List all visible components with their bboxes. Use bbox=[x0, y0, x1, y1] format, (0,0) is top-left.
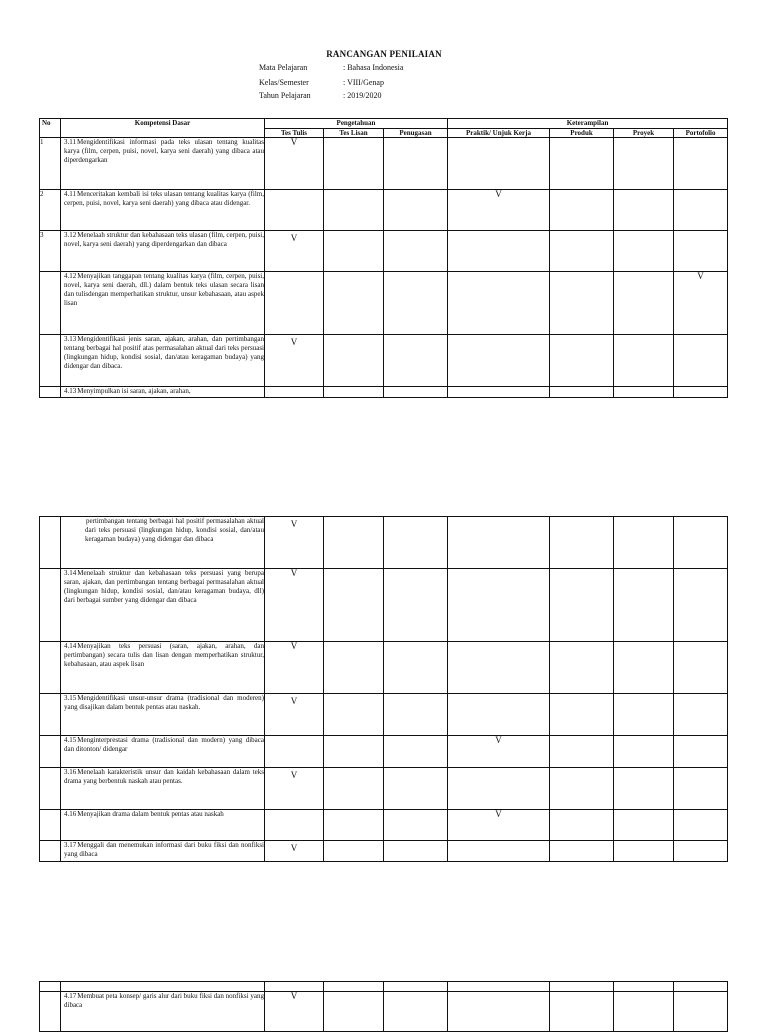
competency-cell bbox=[61, 517, 265, 569]
competency-cell bbox=[61, 231, 265, 272]
assessment-cell bbox=[324, 642, 384, 694]
assessment-cell bbox=[674, 768, 728, 810]
assessment-cell bbox=[324, 231, 384, 272]
assessment-check-mark: V bbox=[448, 190, 550, 231]
empty-cell bbox=[40, 982, 61, 992]
assessment-cell bbox=[324, 768, 384, 810]
competency-code: 4.17 bbox=[64, 992, 77, 1000]
assessment-table-page-1 bbox=[39, 118, 728, 398]
assessment-cell bbox=[614, 992, 674, 1032]
header-portofolio: Portofolio bbox=[674, 129, 728, 138]
assessment-cell bbox=[448, 138, 550, 190]
assessment-cell bbox=[384, 810, 448, 841]
table-row bbox=[40, 810, 728, 841]
assessment-cell bbox=[324, 190, 384, 231]
competency-code: 3.11 bbox=[64, 138, 76, 146]
assessment-cell bbox=[384, 569, 448, 642]
competency-cell bbox=[61, 335, 265, 387]
assessment-cell bbox=[674, 992, 728, 1032]
competency-cell bbox=[61, 694, 265, 736]
table-row bbox=[40, 992, 728, 1032]
assessment-cell bbox=[324, 387, 384, 398]
competency-code: 3.15 bbox=[64, 694, 77, 702]
competency-code: 3.17 bbox=[64, 841, 77, 849]
row-number bbox=[40, 992, 61, 1032]
assessment-cell bbox=[614, 138, 674, 190]
competency-cell bbox=[61, 736, 265, 768]
table-row bbox=[40, 387, 728, 398]
assessment-cell bbox=[674, 387, 728, 398]
row-number bbox=[40, 569, 61, 642]
row-number: 2 bbox=[40, 190, 61, 231]
header-pengetahuan: Pengetahuan bbox=[265, 119, 448, 129]
assessment-cell bbox=[550, 517, 614, 569]
table-row bbox=[40, 517, 728, 569]
assessment-cell bbox=[614, 768, 674, 810]
assessment-cell bbox=[448, 768, 550, 810]
header-penugasan: Penugasan bbox=[384, 129, 448, 138]
row-number bbox=[40, 642, 61, 694]
assessment-cell bbox=[674, 335, 728, 387]
competency-cell bbox=[61, 569, 265, 642]
assessment-cell bbox=[674, 810, 728, 841]
empty-cell bbox=[614, 982, 674, 992]
assessment-cell bbox=[384, 272, 448, 335]
meta-subject-value: : Bahasa Indonesia bbox=[343, 63, 404, 72]
assessment-cell bbox=[674, 517, 728, 569]
assessment-cell bbox=[674, 190, 728, 231]
table-row bbox=[40, 768, 728, 810]
assessment-cell bbox=[550, 810, 614, 841]
competency-code: 3.13 bbox=[64, 335, 77, 343]
assessment-cell bbox=[324, 810, 384, 841]
assessment-cell bbox=[550, 335, 614, 387]
competency-code: 4.12 bbox=[64, 272, 77, 280]
assessment-cell bbox=[614, 272, 674, 335]
row-number bbox=[40, 272, 61, 335]
assessment-cell bbox=[324, 138, 384, 190]
empty-cell bbox=[550, 982, 614, 992]
assessment-check-mark: V bbox=[265, 642, 324, 694]
assessment-cell bbox=[614, 517, 674, 569]
meta-subject-key: Mata Pelajaran bbox=[259, 63, 308, 72]
assessment-table-page-2 bbox=[39, 516, 728, 862]
assessment-cell bbox=[614, 387, 674, 398]
competency-code: 4.13 bbox=[64, 387, 77, 395]
assessment-cell bbox=[614, 694, 674, 736]
row-number: 3 bbox=[40, 231, 61, 272]
empty-cell bbox=[384, 982, 448, 992]
empty-cell bbox=[265, 982, 324, 992]
empty-cell bbox=[448, 982, 550, 992]
assessment-check-mark: V bbox=[448, 810, 550, 841]
competency-text: Mengidentifikasi informasi pada teks ulasan tentang kualitas karya (film, cerpen, puisi, novel, karya seni daerah) yang dibaca atau diperdengarkan bbox=[64, 138, 264, 164]
assessment-check-mark: V bbox=[265, 517, 324, 569]
assessment-cell bbox=[550, 841, 614, 862]
row-number bbox=[40, 810, 61, 841]
assessment-cell bbox=[265, 387, 324, 398]
assessment-cell bbox=[550, 736, 614, 768]
header-praktik: Praktik/ Unjuk Kerja bbox=[448, 129, 550, 138]
assessment-cell bbox=[448, 231, 550, 272]
header-tes-tulis: Tes Tulis bbox=[265, 129, 324, 138]
competency-code: 4.14 bbox=[64, 642, 77, 650]
header-keterampilan: Keterampilan bbox=[448, 119, 728, 129]
assessment-cell bbox=[265, 272, 324, 335]
table-row bbox=[40, 569, 728, 642]
table-row bbox=[40, 272, 728, 335]
competency-text: Menggali dan menemukan informasi dari buku fiksi dan nonfiksi yang dibaca bbox=[64, 841, 264, 858]
assessment-cell bbox=[448, 517, 550, 569]
assessment-check-mark: V bbox=[265, 335, 324, 387]
assessment-cell bbox=[384, 736, 448, 768]
assessment-cell bbox=[384, 190, 448, 231]
table-row bbox=[40, 642, 728, 694]
competency-text: Menelaah karakteristik unsur dan kaidah kebahasaan dalam teks drama yang berbentuk naskah atau pentas. bbox=[64, 768, 264, 785]
competency-cell bbox=[61, 768, 265, 810]
row-number: 1 bbox=[40, 138, 61, 190]
competency-text: Menceritakan kembali isi teks ulasan tentang kualitas karya (film, cerpen, puisi, novel, karya seni daerah) yang dibaca atau didengar. bbox=[64, 190, 264, 207]
row-number bbox=[40, 694, 61, 736]
table-row bbox=[40, 982, 728, 992]
assessment-check-mark: V bbox=[265, 841, 324, 862]
assessment-cell bbox=[324, 841, 384, 862]
competency-code: 4.11 bbox=[64, 190, 76, 198]
competency-text: Membuat peta konsep/ garis alur dari buku fiksi dan nonfiksi yang dibaca bbox=[64, 992, 264, 1009]
assessment-check-mark: V bbox=[674, 272, 728, 335]
assessment-cell bbox=[550, 190, 614, 231]
assessment-cell bbox=[384, 138, 448, 190]
competency-cell bbox=[61, 810, 265, 841]
assessment-cell bbox=[674, 736, 728, 768]
competency-text: Menyajikan teks persuasi (saran, ajakan, arahan, dan pertimbangan) secara tulis dan lisan dengan memperhatikan struktur, kebahasaan, atau aspek lisan bbox=[64, 642, 264, 668]
competency-cell bbox=[61, 642, 265, 694]
assessment-cell bbox=[384, 335, 448, 387]
assessment-cell bbox=[384, 642, 448, 694]
assessment-cell bbox=[384, 387, 448, 398]
row-number bbox=[40, 736, 61, 768]
competency-code: 4.16 bbox=[64, 810, 77, 818]
assessment-cell bbox=[448, 841, 550, 862]
meta-class-key: Kelas/Semester bbox=[259, 78, 309, 87]
meta-class-value: : VIII/Genap bbox=[343, 78, 384, 87]
assessment-check-mark: V bbox=[265, 992, 324, 1032]
row-number bbox=[40, 517, 61, 569]
competency-cell bbox=[61, 138, 265, 190]
table-row bbox=[40, 694, 728, 736]
assessment-cell bbox=[550, 768, 614, 810]
competency-text: Menelaah struktur dan kebahasaan teks persuasi yang berupa saran, ajakan, dan pertimbangan tentang berbagai permasalahan aktual (lingkungan hidup, kondisi sosial, dan/atau keragaman budaya, dll) dari berbagai sumber yang didengar dan dibaca bbox=[64, 569, 264, 604]
assessment-check-mark: V bbox=[265, 694, 324, 736]
table-row bbox=[40, 841, 728, 862]
competency-cell bbox=[61, 387, 265, 398]
competency-text: Mengidentifikasi unsur-unsur drama (tradisional dan moderen) yang disajikan dalam bentuk pentas atau naskah. bbox=[64, 694, 264, 711]
empty-cell bbox=[61, 982, 265, 992]
competency-text: Menyajikan drama dalam bentuk pentas atau naskah bbox=[77, 810, 224, 818]
assessment-cell bbox=[674, 138, 728, 190]
meta-subject bbox=[259, 63, 403, 73]
meta-class bbox=[259, 78, 384, 88]
assessment-cell bbox=[614, 642, 674, 694]
empty-cell bbox=[674, 982, 728, 992]
assessment-cell bbox=[324, 335, 384, 387]
assessment-cell bbox=[384, 768, 448, 810]
assessment-cell bbox=[265, 736, 324, 768]
assessment-cell bbox=[448, 569, 550, 642]
meta-year bbox=[259, 91, 381, 101]
assessment-cell bbox=[674, 569, 728, 642]
header-produk: Produk bbox=[550, 129, 614, 138]
header-kompetensi-dasar: Kompetensi Dasar bbox=[61, 119, 265, 138]
table-row bbox=[40, 190, 728, 231]
assessment-cell bbox=[384, 694, 448, 736]
assessment-cell bbox=[324, 569, 384, 642]
assessment-cell bbox=[614, 841, 674, 862]
competency-code: 3.14 bbox=[64, 569, 77, 577]
empty-cell bbox=[324, 982, 384, 992]
assessment-cell bbox=[265, 810, 324, 841]
assessment-check-mark: V bbox=[448, 736, 550, 768]
header-no: No bbox=[40, 119, 61, 138]
assessment-cell bbox=[674, 231, 728, 272]
assessment-cell bbox=[448, 272, 550, 335]
assessment-cell bbox=[324, 694, 384, 736]
header-proyek: Proyek bbox=[614, 129, 674, 138]
competency-text: Mengidentifikasi jenis saran, ajakan, arahan, dan pertimbangan tentang berbagai hal positif atas permasalahan aktual dari teks persuasi (lingkungan hidup, kondisi sosial, dan/atau keragaman budaya) yang didengar dan dibaca. bbox=[64, 335, 264, 370]
assessment-cell bbox=[448, 694, 550, 736]
assessment-cell bbox=[324, 517, 384, 569]
competency-code: 4.15 bbox=[64, 736, 77, 744]
assessment-cell bbox=[550, 272, 614, 335]
assessment-cell bbox=[265, 190, 324, 231]
assessment-cell bbox=[550, 231, 614, 272]
assessment-cell bbox=[550, 569, 614, 642]
competency-text: Menelaah struktur dan kebahasaan teks ulasan (film, cerpen, puisi, novel, karya seni daerah) yang diperdengarkan dan dibaca bbox=[64, 231, 264, 248]
competency-cell bbox=[61, 190, 265, 231]
assessment-check-mark: V bbox=[265, 569, 324, 642]
row-number bbox=[40, 387, 61, 398]
assessment-cell bbox=[324, 992, 384, 1032]
assessment-cell bbox=[614, 569, 674, 642]
table-row bbox=[40, 231, 728, 272]
assessment-cell bbox=[448, 992, 550, 1032]
assessment-cell bbox=[550, 694, 614, 736]
competency-text: Menyimpulkan isi saran, ajakan, arahan, bbox=[77, 387, 191, 395]
assessment-cell bbox=[550, 992, 614, 1032]
row-number bbox=[40, 335, 61, 387]
assessment-cell bbox=[614, 190, 674, 231]
assessment-cell bbox=[550, 138, 614, 190]
competency-code: 3.16 bbox=[64, 768, 77, 776]
table-row bbox=[40, 335, 728, 387]
assessment-table-page-3 bbox=[39, 981, 728, 1032]
assessment-cell bbox=[384, 841, 448, 862]
assessment-check-mark: V bbox=[265, 768, 324, 810]
assessment-cell bbox=[384, 992, 448, 1032]
row-number bbox=[40, 768, 61, 810]
assessment-cell bbox=[448, 642, 550, 694]
competency-cell bbox=[61, 841, 265, 862]
assessment-cell bbox=[550, 387, 614, 398]
meta-year-key: Tahun Pelajaran bbox=[259, 91, 311, 100]
table-row bbox=[40, 138, 728, 190]
assessment-cell bbox=[614, 231, 674, 272]
header-tes-lisan: Tes Lisan bbox=[324, 129, 384, 138]
assessment-cell bbox=[324, 736, 384, 768]
row-number bbox=[40, 841, 61, 862]
assessment-cell bbox=[384, 231, 448, 272]
assessment-cell bbox=[384, 517, 448, 569]
assessment-cell bbox=[614, 810, 674, 841]
assessment-check-mark: V bbox=[265, 138, 324, 190]
table-row bbox=[40, 736, 728, 768]
competency-code: 3.12 bbox=[64, 231, 77, 239]
assessment-cell bbox=[448, 387, 550, 398]
competency-cell bbox=[61, 992, 265, 1032]
competency-text: Menyajikan tanggapan tentang kualitas karya (film, cerpen, puisi, novel, karya seni daerah, dll.) dalam bentuk teks ulasan secara lisan dan tulisdengan memperhatikan struktur, unsur kebahasaan, atau aspek lisan bbox=[64, 272, 264, 307]
assessment-cell bbox=[674, 694, 728, 736]
assessment-cell bbox=[674, 841, 728, 862]
competency-text: Menginterprestasi drama (tradisional dan modern) yang dibaca dan ditonton/ didengar bbox=[64, 736, 264, 753]
competency-text: pertimbangan tentang berbagai hal positif permasalahan aktual dari teks persuasi (lingkungan hidup, kondisi sosial, dan/atau keragaman budaya) yang didengar dan dibaca bbox=[85, 517, 264, 543]
assessment-cell bbox=[550, 642, 614, 694]
assessment-cell bbox=[674, 642, 728, 694]
assessment-cell bbox=[614, 335, 674, 387]
assessment-cell bbox=[448, 335, 550, 387]
competency-cell bbox=[61, 272, 265, 335]
page-title: RANCANGAN PENILAIAN bbox=[326, 49, 442, 59]
meta-year-value: : 2019/2020 bbox=[343, 91, 382, 100]
assessment-cell bbox=[324, 272, 384, 335]
assessment-cell bbox=[614, 736, 674, 768]
assessment-check-mark: V bbox=[265, 231, 324, 272]
